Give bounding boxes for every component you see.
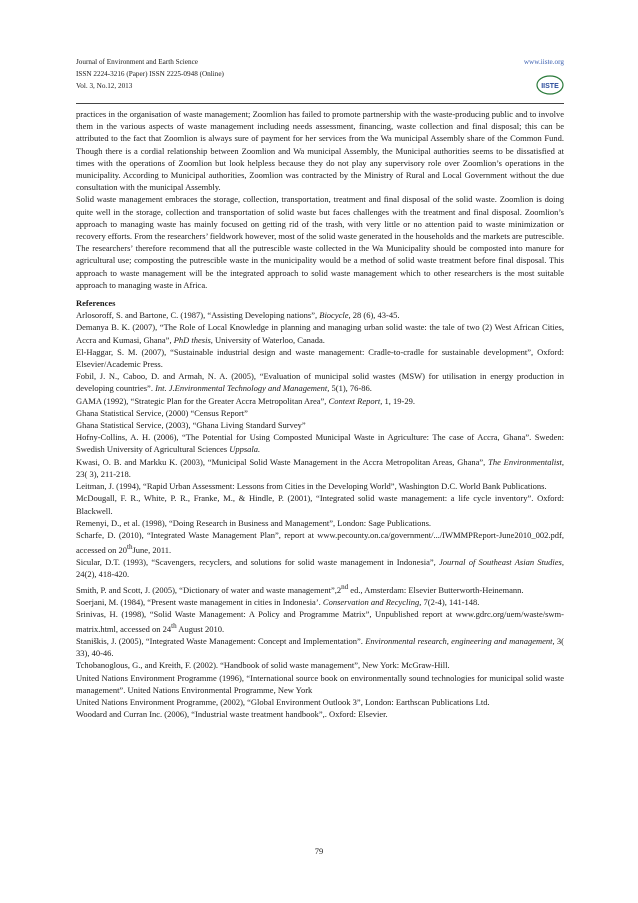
reference-item: El-Haggar, S. M. (2007), “Sustainable industrial design and waste management: Cradle-to-cradle for sustainable development”, Oxford: Elsevier/Academic Press. bbox=[76, 346, 564, 370]
reference-item: United Nations Environment Programme (1996), “International source book on environmentally sound technologies for municipal solid waste management”. United Nations Environmental Programme, New York bbox=[76, 672, 564, 695]
journal-name: Journal of Environment and Earth Science bbox=[76, 58, 198, 66]
body-paragraph: practices in the organisation of waste management; Zoomlion has failed to promote partnership with the waste-producing public and to involve them in the various aspects of waste management including needs assessment, financing, waste collection and final disposal; this can be attributed to the fact that Zoomlion is always sure of payment for her services from the Wa municipal Assembly share of the Common Fund. Though there is a cordial relationship between Zoomlion and Wa municipal Assembly, the Municipal authorities seems to be dissatisfied at times with the operations of Zoomlion but look helpless because they do not play any supervisory role over Zoomlion’s operations in the municipality. According to Municipal authorities, Zoomlion was contracted by the Ministry of Rural and Local Government without the due consultation with the municipal Assembly. bbox=[76, 109, 564, 193]
reference-item: GAMA (1992), “Strategic Plan for the Greater Accra Metropolitan Area”, Context Report, 1, 19-29. bbox=[76, 395, 415, 406]
reference-item: Ghana Statistical Service, (2000) “Census Report” bbox=[76, 407, 248, 418]
reference-item: Kwasi, O. B. and Markku K. (2003), “Municipal Solid Waste Management in the Accra Metropolitan Areas, Ghana”, The Environmentalist, 23( 3), 211-218. bbox=[76, 456, 565, 479]
page-number: 79 bbox=[314, 846, 324, 856]
reference-item: Ghana Statistical Service, (2003), “Ghana Living Standard Survey” bbox=[76, 420, 306, 431]
logo-text: IISTE bbox=[541, 83, 559, 90]
reference-item: Leitman, J. (1994), “Rapid Urban Assessment: Lessons from Cities in the Developing World”, Washington D.C. World Bank Publications. bbox=[76, 481, 547, 492]
reference-item: United Nations Environment Programme, (2002), “Global Environment Outlook 3”, London: Earthscan Publications Ltd. bbox=[76, 697, 490, 708]
body-paragraph: Solid waste management embraces the storage, collection, transportation, treatment and final disposal of the solid waste. Zoomlion is doing quite well in the storage, collection and transportation of solid waste but faces challenges with the treatment and final disposal. Zoomlion’s approach to managing waste has mainly focused on getting rid of the trash, with very little or no attention paid to waste minimization or recovery efforts. From the researchers’ fieldwork however, most of the solid waste generated in the households and the markets are putrescible. The researchers’ therefore recommend that all the putrescible waste collected in the Wa Municipality should be composted into manure for agricultural use; composting the putrescible waste in the municipality would be a method of solid waste treatment before final disposal. This approach to waste management will be the integrated approach to solid waste management which to other researchers is the most suitable approach to managing waste in Africa. bbox=[76, 194, 564, 290]
reference-item: Arlosoroff, S. and Bartone, C. (1987), “Assisting Developing nations”, Biocycle, 28 (6), 43-45. bbox=[76, 310, 400, 321]
header-rule bbox=[76, 103, 564, 104]
reference-item: Smith, P. and Scott, J. (2005), “Dictionary of water and waste management”,2nd ed., Amsterdam: Elsevier Butterworth-Heinemann. bbox=[76, 582, 524, 595]
reference-item: Scharfe, D. (2010), “Integrated Waste Management Plan”, report at www.pecounty.on.ca/government/.../IWMMPReport-June2010_002.pdf, accessed on 20thJune, 2011. bbox=[76, 529, 564, 555]
reference-item: Woodard and Curran Inc. (2006), “Industrial waste treatment handbook”,. Oxford: Elsevier. bbox=[76, 709, 388, 720]
reference-item: Hofny-Collins, A. H. (2006), “The Potential for Using Composted Municipal Waste in Agriculture: The case of Accra, Ghana”. Sweden: Swedish University of Agricultural Sciences Uppsala. bbox=[76, 432, 564, 455]
reference-item: Staniškis, J. (2005), “Integrated Waste Management: Concept and Implementation”. Environmental research, engineering and management, 3( 33), 40-46. bbox=[76, 636, 564, 659]
reference-item: Demanya B. K. (2007), “The Role of Local Knowledge in planning and managing urban solid waste: the tale of two (2) West African Cities, Accra and Kumasi, Ghana”, PhD thesis, University of Waterloo, Canada. bbox=[76, 322, 564, 345]
reference-item: Srinivas, H. (1998), “Solid Waste Management: A Policy and Programme Matrix”, Unpublished report at www.gdrc.org/uem/waste/swm-matrix.html, accessed on 24th August 2010. bbox=[76, 608, 564, 634]
reference-item: Sicular, D.T. (1993), “Scavengers, recyclers, and solutions for solid waste management in Indonesia”, Journal of Southeast Asian Studies, 24(2), 418-420. bbox=[76, 557, 564, 580]
volume-line: Vol. 3, No.12, 2013 bbox=[76, 82, 133, 90]
reference-item: McDougall, F. R., White, P. R., Franke, M., & Hindle, P. (2001), “Integrated solid waste management: a life cycle inventory”. Oxford: Blackwell. bbox=[76, 493, 564, 516]
journal-url[interactable]: www.iiste.org bbox=[523, 58, 564, 66]
issn-line: ISSN 2224-3216 (Paper) ISSN 2225-0948 (Online) bbox=[76, 70, 224, 78]
page-content bbox=[76, 108, 564, 720]
reference-item: Soerjani, M. (1984), “Present waste management in cities in Indonesia’. Conservation and Recycling, 7(2-4), 141-148. bbox=[76, 596, 480, 607]
iiste-logo bbox=[536, 75, 564, 95]
page-header bbox=[76, 56, 564, 92]
reference-item: Tchobanoglous, G., and Kreith, F. (2002). “Handbook of solid waste management”, New York: McGraw-Hill. bbox=[76, 660, 450, 671]
reference-item: Remenyi, D., et al. (1998), “Doing Research in Business and Management”, London: Sage Publications. bbox=[76, 517, 432, 528]
references-heading: References bbox=[76, 298, 116, 309]
reference-item: Fobil, J. N., Caboo, D. and Armah, N. A. (2005), “Evaluation of municipal solid wastes (MSW) for utilisation in energy production in developing countries”. Int. J.Environmental Technology and Management, 5(1), 76-86. bbox=[76, 371, 564, 394]
